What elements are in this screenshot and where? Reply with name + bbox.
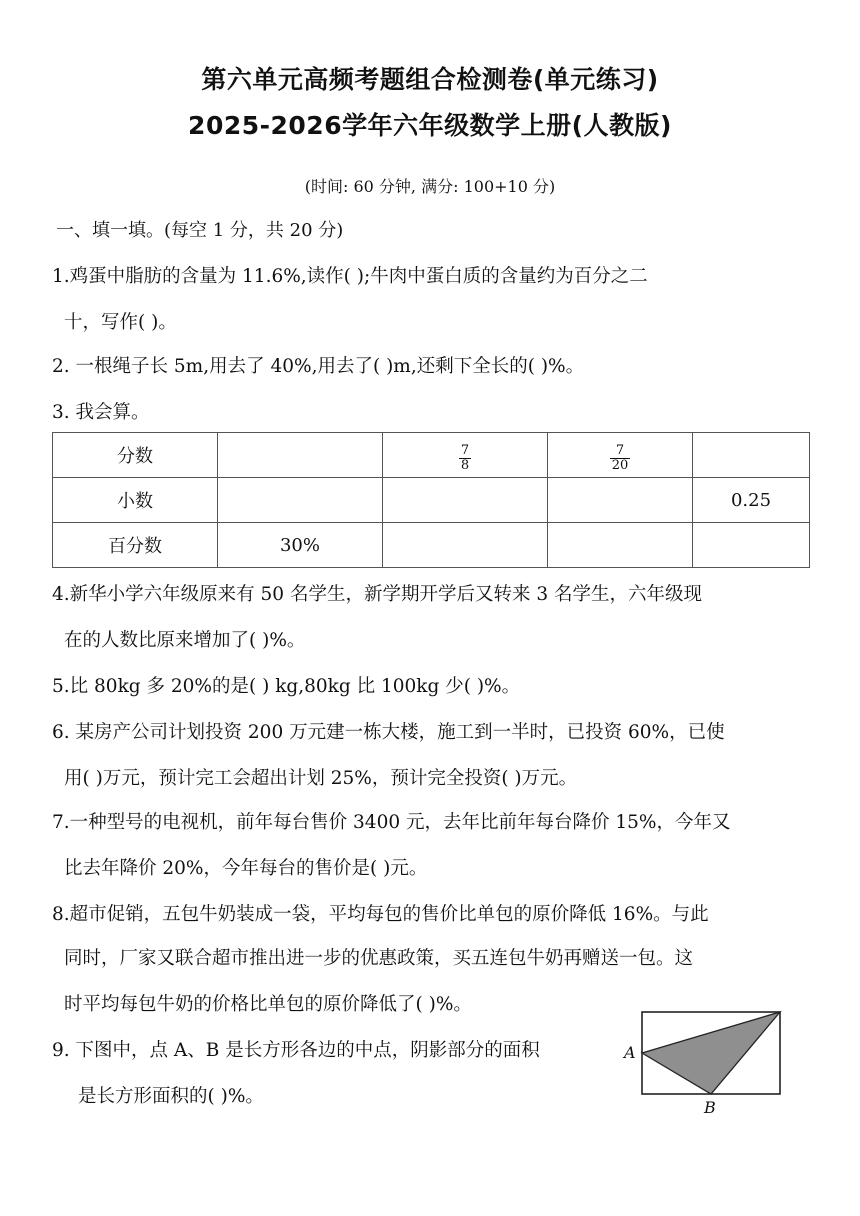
question-3: 3. 我会算。 <box>52 402 150 423</box>
table-cell-blank[interactable] <box>383 523 548 568</box>
question-9-line2: 是长方形面积的( )%。 <box>78 1086 264 1107</box>
table-row <box>53 433 810 478</box>
conversion-table <box>52 432 810 568</box>
question-8-line2: 同时，厂家又联合超市推出进一步的优惠政策，买五连包牛奶再赠送一包。这 <box>64 948 694 969</box>
fraction-numerator: 7 <box>460 442 470 458</box>
table-row <box>53 478 810 523</box>
fraction-seven-eighths <box>459 444 471 473</box>
table-cell-percent: 30% <box>218 523 383 568</box>
row-label-fraction: 分数 <box>53 433 218 478</box>
point-label-a: A <box>624 1043 636 1062</box>
question-9-line1: 9. 下图中，点 A、B 是长方形各边的中点，阴影部分的面积 <box>52 1040 540 1061</box>
exam-title-line1: 第六单元高频考题组合检测卷(单元练习) <box>201 65 659 94</box>
table-cell-blank[interactable] <box>548 478 693 523</box>
fraction-denominator: 20 <box>611 457 629 473</box>
row-label-percent: 百分数 <box>53 523 218 568</box>
exam-time-info: (时间: 60 分钟, 满分: 100+10 分) <box>304 177 556 196</box>
fraction-numerator: 7 <box>615 442 625 458</box>
question-8-line1: 8.超市促销，五包牛奶装成一袋，平均每包的售价比单包的原价降低 16%。与此 <box>52 904 709 925</box>
table-row <box>53 523 810 568</box>
table-cell-blank[interactable] <box>693 523 810 568</box>
question-1-line1: 1.鸡蛋中脂肪的含量为 11.6%,读作( );牛肉中蛋白质的含量约为百分之二 <box>52 266 648 287</box>
rectangle-triangle-figure <box>618 1006 788 1118</box>
table-cell-blank[interactable] <box>693 433 810 478</box>
fraction-seven-twentieths <box>610 444 631 473</box>
table-cell-blank[interactable] <box>218 478 383 523</box>
question-8-line3: 时平均每包牛奶的价格比单包的原价降低了( )%。 <box>64 994 472 1015</box>
exam-title-line2: 2025-2026学年六年级数学上册(人教版) <box>188 111 672 140</box>
question-7-line1: 7.一种型号的电视机，前年每台售价 3400 元，去年比前年每台降价 15%，今年又 <box>52 812 731 833</box>
question-6-line1: 6. 某房产公司计划投资 200 万元建一栋大楼，施工到一半时，已投资 60%，已使 <box>52 722 725 743</box>
shaded-triangle <box>642 1012 780 1094</box>
table-cell-fraction <box>383 433 548 478</box>
table-cell-blank[interactable] <box>548 523 693 568</box>
table-cell-fraction <box>548 433 693 478</box>
question-2: 2. 一根绳子长 5m,用去了 40%,用去了( )m,还剩下全长的( )%。 <box>52 356 585 377</box>
row-label-decimal: 小数 <box>53 478 218 523</box>
question-6-line2: 用( )万元，预计完工会超出计划 25%，预计完全投资( )万元。 <box>64 768 578 789</box>
point-label-b: B <box>704 1098 716 1117</box>
table-cell-blank[interactable] <box>383 478 548 523</box>
fraction-denominator: 8 <box>460 457 470 473</box>
question-7-line2: 比去年降价 20%，今年每台的售价是( )元。 <box>64 858 428 879</box>
question-5: 5.比 80kg 多 20%的是( ) kg,80kg 比 100kg 少( )%。 <box>52 676 521 697</box>
question-4-line2: 在的人数比原来增加了( )%。 <box>64 630 306 651</box>
question-4-line1: 4.新华小学六年级原来有 50 名学生，新学期开学后又转来 3 名学生，六年级现 <box>52 584 702 605</box>
table-cell-blank[interactable] <box>218 433 383 478</box>
question-1-line2: 十，写作( )。 <box>64 312 177 333</box>
table-cell-decimal: 0.25 <box>693 478 810 523</box>
section-heading: 一、填一填。(每空 1 分，共 20 分) <box>56 220 344 241</box>
